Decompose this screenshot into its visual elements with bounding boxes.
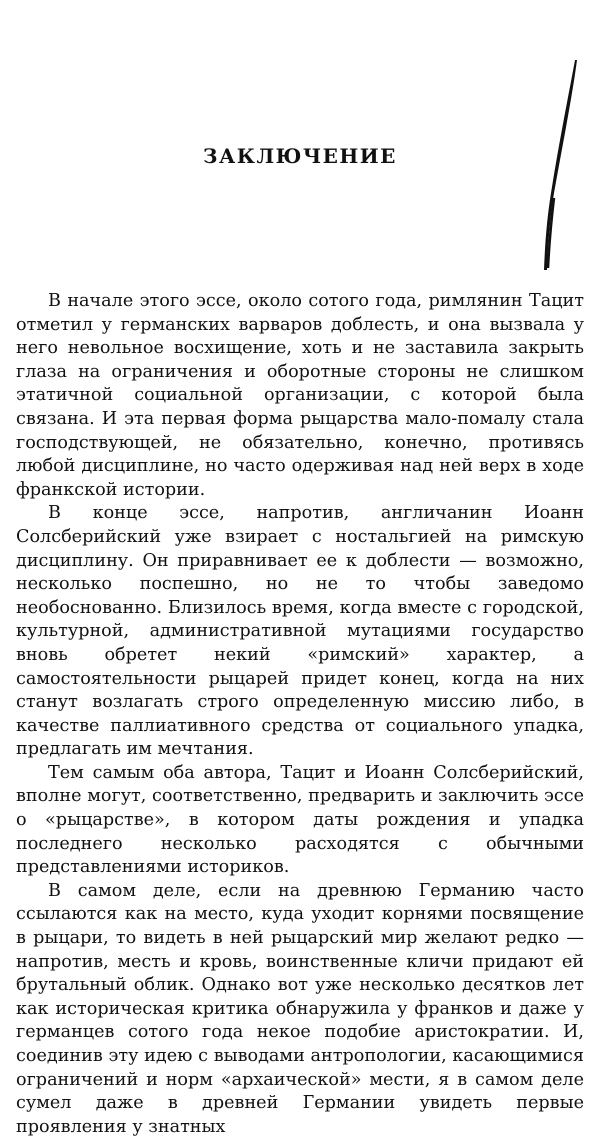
- paragraph-4: В самом деле, если на древнюю Германию часто ссылаются как на место, куда уходит корнями посвящение в рыцари, то видеть в ней рыцарский мир желают редко — напротив, месть и кровь, воинственные кличи придают ей брутальный облик. Однако вот уже несколько десятков лет как историческая критика обнаружила у франков и даже у германцев сотого года некое подобие аристократии. И, соединив эту идею с выводами антропологии, касающимися ограничений и норм «архаической» мести, я в самом деле сумел даже в древней Германии увидеть первые проявления у знатных: [16, 880, 584, 1137]
- chapter-body: [16, 290, 584, 1139]
- paragraph-1: В начале этого эссе, около сотого года, римлянин Тацит отметил у германских варваров доблесть, и она вызвала у него невольное восхищение, хоть и не заставила закрыть глаза на ограничения и оборотные стороны не слишком этатичной социальной организации, с которой была связана. И эта первая форма рыцарства мало-помалу стала господствующей, не обязательно, конечно, противясь любой дисциплине, но часто одерживая над ней верх в ходе франкской истории.: [16, 291, 584, 500]
- paragraph-2: В конце эссе, напротив, англичанин Иоанн Солсберийский уже взирает с ностальгией на римскую дисциплину. Он приравнивает ее к доблести — возможно, несколько поспешно, но не то чтобы заведомо необоснованно. Близилось время, когда вместе с городской, культурной, административной мутациями государство вновь обретет некий «римский» характер, а самостоятельности рыцарей придет конец, когда на них станут возлагать строго определенную миссию либо, в качестве паллиативного средства от социального упадка, предлагать им мечтания.: [16, 503, 584, 760]
- paragraph-3: Тем самым оба автора, Тацит и Иоанн Солсберийский, вполне могут, соответственно, предварить и заключить эссе о «рыцарстве», в котором даты рождения и упадка последнего несколько расходятся с обычными представлениями историков.: [16, 762, 584, 878]
- chapter-title: ЗАКЛЮЧЕНИЕ: [203, 144, 397, 168]
